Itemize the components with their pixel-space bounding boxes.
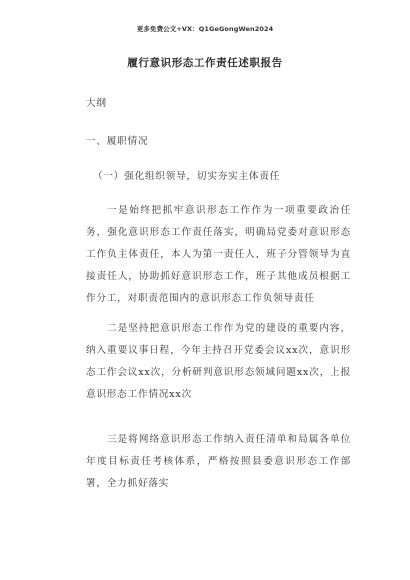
paragraph-1: 一是始终把抓牢意识形态工作作为一项重要政治任务，强化意识形态工作责任落实，明确局党委对意识形态工作负主体责任，本人为第一责任人，班子分管领导为直接责任人，协助抓好意识形态工作，班子其他成员根据工作分工，对职责范围内的意识形态工作负领导责任 [86, 205, 351, 304]
document-title: 履行意识形态工作责任述职报告 [127, 57, 283, 69]
header-note: 更多免费公文+VX：Q1GeGongWen2024 [136, 25, 274, 33]
outline-label: 大纲 [86, 98, 107, 109]
paragraph-3: 三是将网络意识形态工作纳入责任清单和局属各单位年度目标责任考核体系，严格按照县委意识形态工作部署，全力抓好落实 [86, 434, 351, 489]
paragraph-2: 二是坚持把意识形态工作作为党的建设的重要内容，纳入重要议事日程，今年主持召开党委会议xx次，意识形态工作会议xx次，分析研判意识形态领域问题xx次，上报意识形态工作情况xx次 [86, 323, 351, 400]
section-heading: 一、履职情况 [86, 136, 149, 147]
subsection-heading: （一）强化组织领导，切实夯实主体责任 [93, 171, 281, 182]
